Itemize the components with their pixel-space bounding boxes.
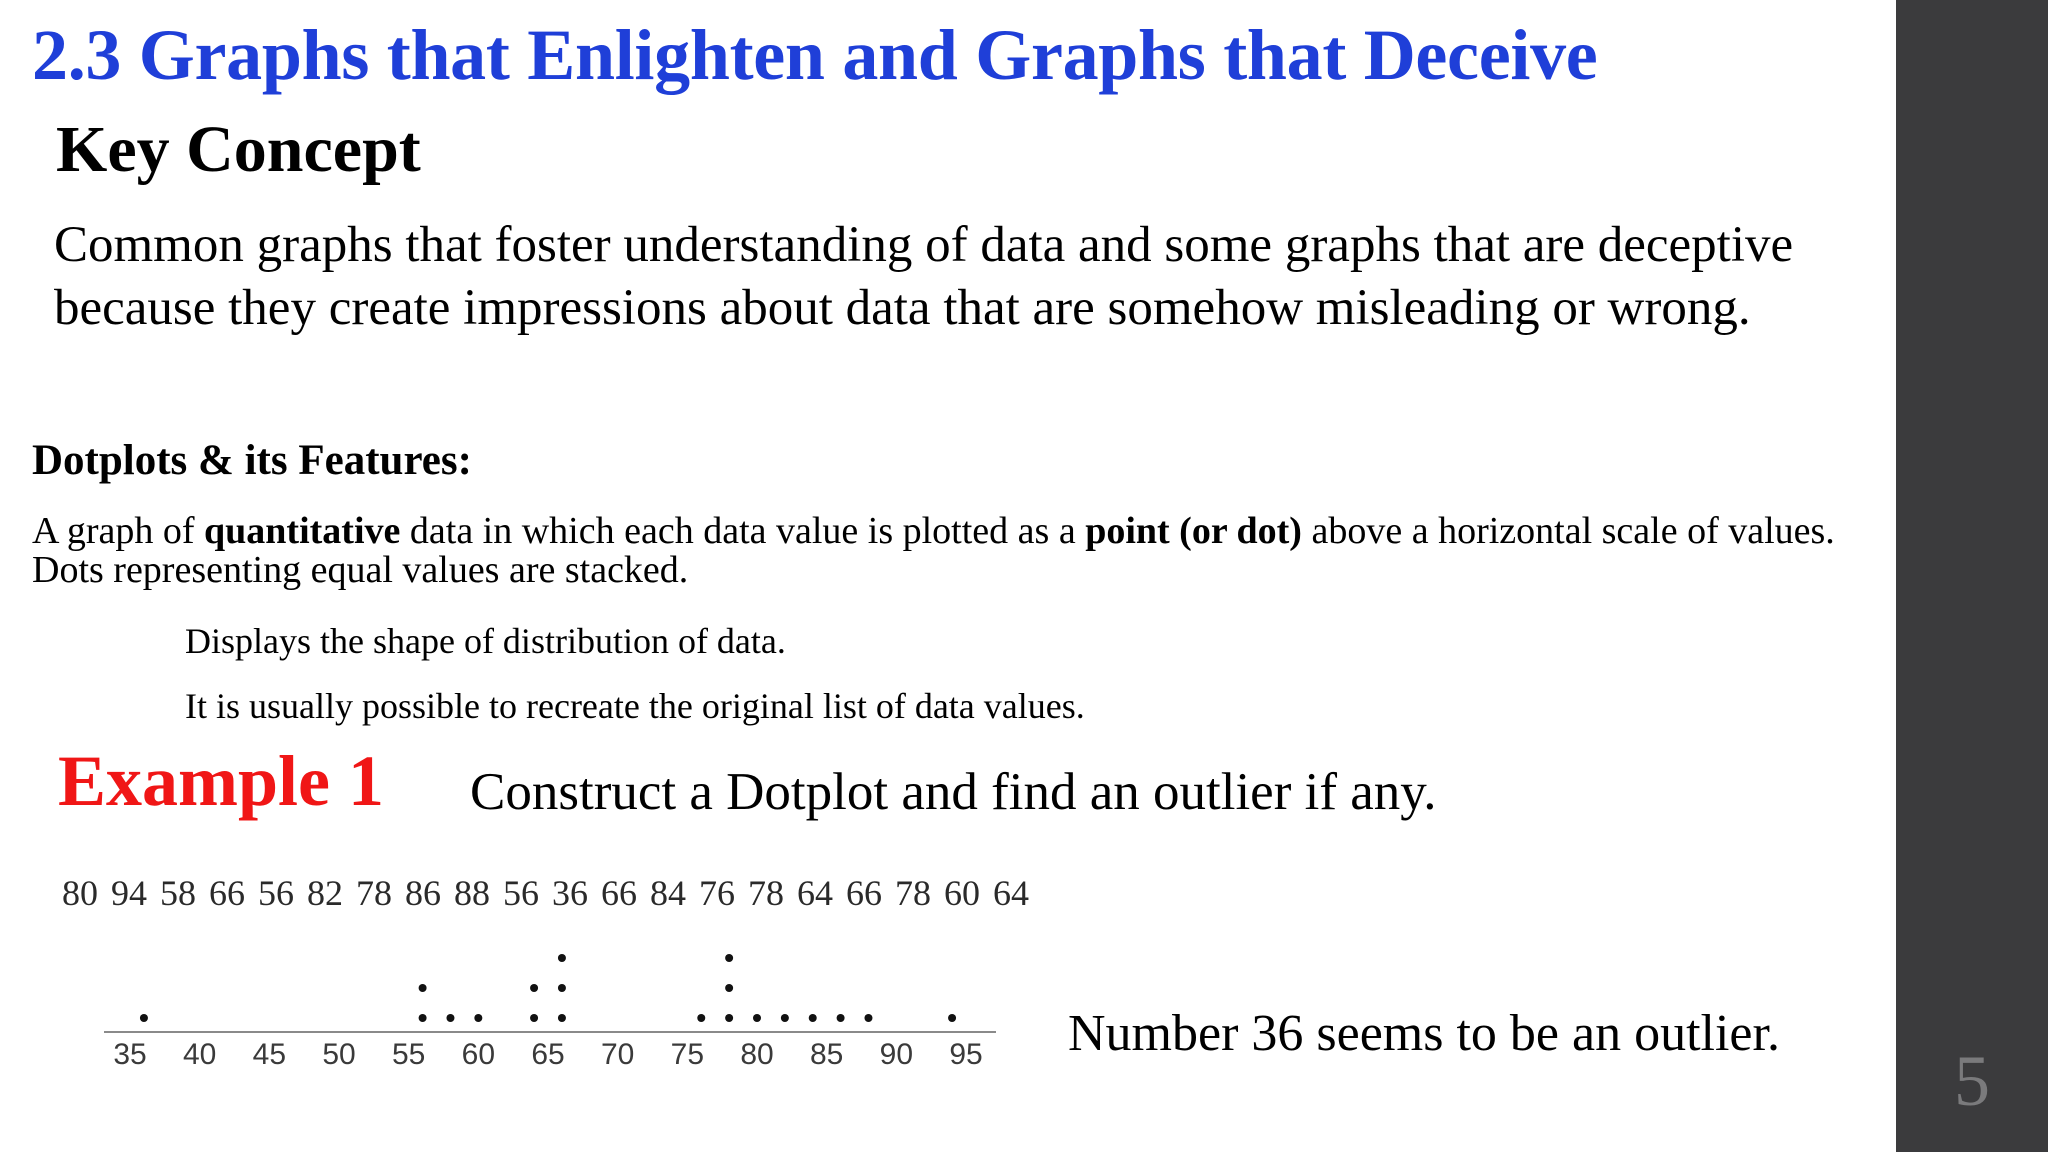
dotplot-tick-labels [113,1038,982,1071]
dotplot-dot [837,1014,845,1022]
outlier-statement: Number 36 seems to be an outlier. [1068,1005,1780,1062]
dotplot-dot [558,954,566,962]
dotplot-dot [725,1014,733,1022]
dotplot-dot [419,984,427,992]
feature-item-shape: Displays the shape of distribution of data. [185,621,786,661]
definition-bold-point: point (or dot) [1085,510,1302,552]
dotplot-tick-label: 65 [531,1038,565,1071]
dotplot-dot [697,1014,705,1022]
dotplot-tick-label: 45 [252,1038,287,1071]
dotplot-tick-label: 60 [461,1038,496,1071]
dotplot-tick-label: 85 [809,1038,844,1071]
dotplot-dot [530,1014,538,1022]
example-instruction: Construct a Dotplot and find an outlier if any. [470,763,1437,821]
slide-title: 2.3 Graphs that Enlighten and Graphs that Deceive [32,15,1598,95]
right-sidebar [1896,0,2048,1152]
feature-item-recreate: It is usually possible to recreate the original list of data values. [185,686,1085,726]
dotplot-dot [864,1014,872,1022]
dotplot-tick-label: 70 [600,1038,635,1071]
dotplot-definition [32,512,1872,590]
page-number: 5 [1954,1041,1990,1121]
dotplot-dot [558,984,566,992]
key-concept-heading: Key Concept [56,113,421,186]
dotplot-dot [446,1014,454,1022]
dotplot-tick-label: 40 [182,1038,217,1071]
dotplot-dot [530,984,538,992]
dotplot-tick-label: 90 [879,1038,914,1071]
dotplot-dots [140,954,956,1022]
dotplot-dot [753,1014,761,1022]
dotplot-dot [419,1014,427,1022]
dotplot-chart [100,940,1000,1080]
definition-part1: A graph of [32,510,205,552]
dotplot-tick-label: 80 [740,1038,774,1071]
key-concept-text: Common graphs that foster understanding of data and some graphs that are deceptive because they create impressions about data that are somehow misleading or wrong. [54,217,1794,336]
dotplot-dot [725,954,733,962]
dotplot-dot [558,1014,566,1022]
dotplot-dot [781,1014,789,1022]
definition-bold-quantitative: quantitative [204,510,401,552]
dotplot-tick-label: 50 [322,1038,356,1071]
data-values-list: 80 94 58 66 56 82 78 86 88 56 36 66 84 76 78 64 66 78 60 64 [62,873,1029,913]
definition-part2: data in which each data value is plotted as a [400,510,1086,552]
dotplot-dot [140,1014,148,1022]
dotplot-tick-label: 95 [949,1038,983,1071]
dotplot-tick-label: 75 [670,1038,705,1071]
dotplot-dot [809,1014,817,1022]
dotplots-heading: Dotplots & its Features: [32,437,472,484]
dotplot-tick-label: 55 [391,1038,426,1071]
dotplot-dot [725,984,733,992]
example-label: Example 1 [58,741,385,821]
dotplot-tick-label: 35 [113,1038,147,1071]
definition-part3: above a horizontal scale of values. Dots representing equal values are stacked. [32,510,1835,591]
dotplot-dot [948,1014,956,1022]
dotplot-dot [474,1014,482,1022]
